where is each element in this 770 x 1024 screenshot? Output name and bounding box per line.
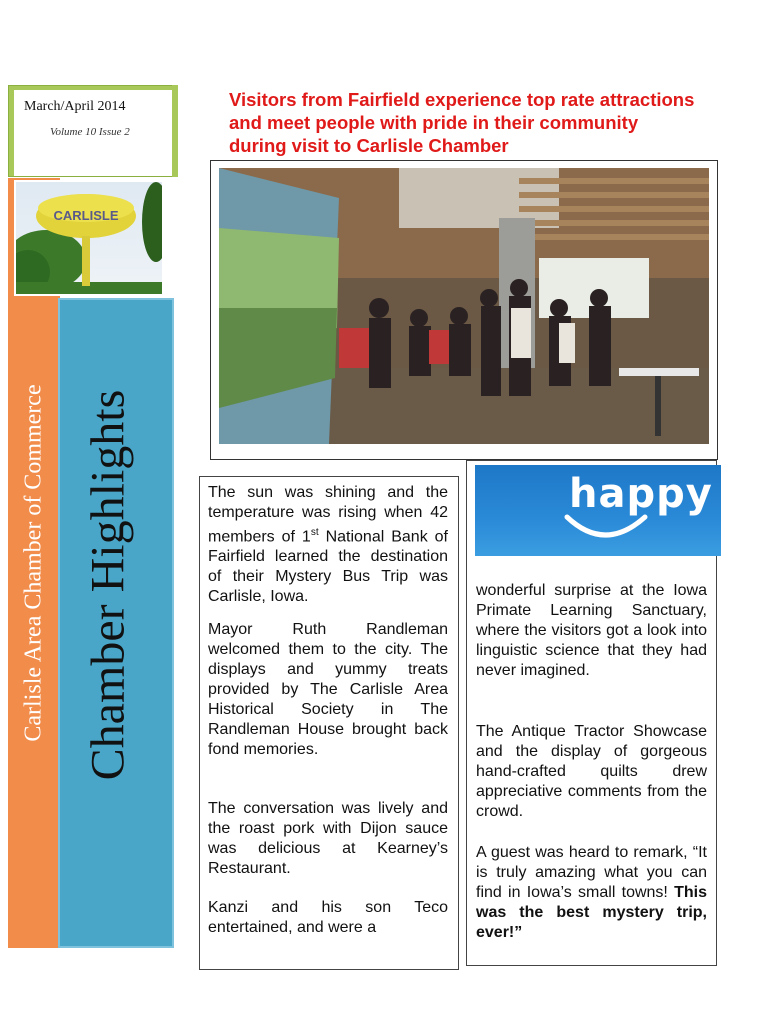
visitors-photo <box>219 168 709 444</box>
organization-name: Carlisle Area Chamber of Commerce <box>20 384 47 742</box>
issue-date: March/April 2014 <box>24 99 126 114</box>
article-headline: Visitors from Fairfield experience top rate attractions and meet people with pride in their community during visit to Carlisle Chamber <box>229 89 695 156</box>
paragraph-tractor: The Antique Tractor Showcase and the display of gorgeous hand-crafted quilts drew appreciative comments from the crowd. <box>476 723 707 820</box>
newsletter-title: Chamber Highlights <box>81 389 135 781</box>
happy-image <box>475 465 721 556</box>
paragraph-primate: wonderful surprise at the Iowa Primate Learning Sanctuary, where the visitors got a look into linguistic science that they had never imagined. <box>476 582 707 679</box>
smile-icon <box>567 517 645 535</box>
happy-word: happy <box>569 471 713 517</box>
paragraph-mayor: Mayor Ruth Randleman welcomed them to the city. The displays and yummy treats provided by The Carlisle Area Historical Society in The Randleman House brought back fond memories. <box>208 621 448 758</box>
paragraph-intro: The sun was shining and the temperature was rising when 42 members of 1st National Bank of Fairfield learned the destination of their Mystery Bus Trip was Carlisle, Iowa. <box>208 484 449 606</box>
paragraph-restaurant: The conversation was lively and the roast pork with Dijon sauce was delicious at Kearney’s Restaurant. <box>208 800 448 877</box>
tower-label: CARLISLE <box>53 208 119 223</box>
water-tower-photo <box>14 180 164 296</box>
issue-volume: Volume 10 Issue 2 <box>50 126 130 138</box>
paragraph-quote: A guest was heard to remark, “It is truly amazing what you can find in Iowa’s small towns! This was the best mystery trip, ever!” <box>476 844 707 941</box>
paragraph-kanzi: Kanzi and his son Teco entertained, and were a <box>208 899 448 936</box>
